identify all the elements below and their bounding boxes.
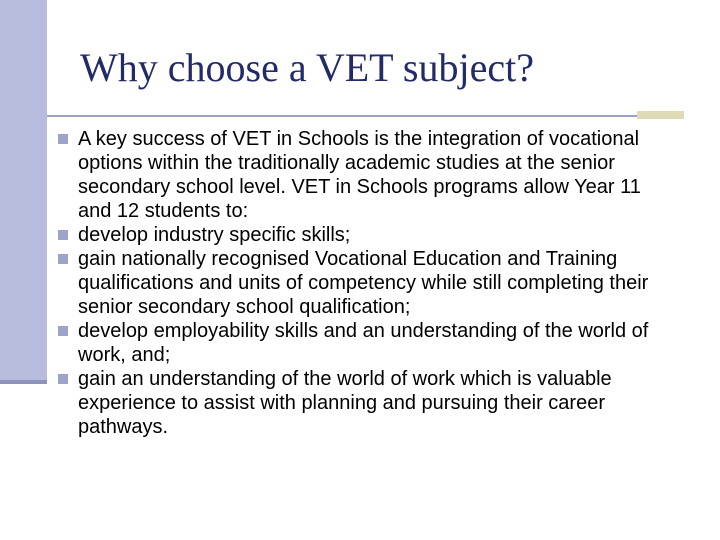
square-bullet-icon: [58, 134, 68, 144]
square-bullet-icon: [58, 374, 68, 384]
side-accent-bar: [0, 0, 47, 383]
bullet-text: gain nationally recognised Vocational Education and Training qualifications and units of competency while still completing their senior secondary school qualification;: [78, 248, 649, 318]
square-bullet-icon: [58, 254, 68, 264]
bullet-item: [58, 247, 678, 319]
side-accent-bar-shadow: [0, 380, 47, 384]
bullet-item: [58, 319, 678, 367]
bullet-item: [58, 367, 678, 439]
bullet-item: [58, 223, 678, 247]
title-divider-accent: [637, 111, 684, 119]
square-bullet-icon: [58, 326, 68, 336]
square-bullet-icon: [58, 230, 68, 240]
bullet-text: develop employability skills and an understanding of the world of work, and;: [78, 320, 649, 366]
title-divider: [47, 115, 637, 117]
bullet-list: [58, 127, 678, 439]
bullet-item: [58, 127, 678, 223]
bullet-text: A key success of VET in Schools is the integration of vocational options within the traditionally academic studies at the senior secondary school level. VET in Schools programs allow Year 11 and 12 students to:: [78, 128, 641, 222]
bullet-text: gain an understanding of the world of work which is valuable experience to assist with planning and pursuing their career pathways.: [78, 368, 612, 438]
bullet-text: develop industry specific skills;: [78, 224, 351, 246]
slide-title: Why choose a VET subject?: [80, 45, 534, 90]
